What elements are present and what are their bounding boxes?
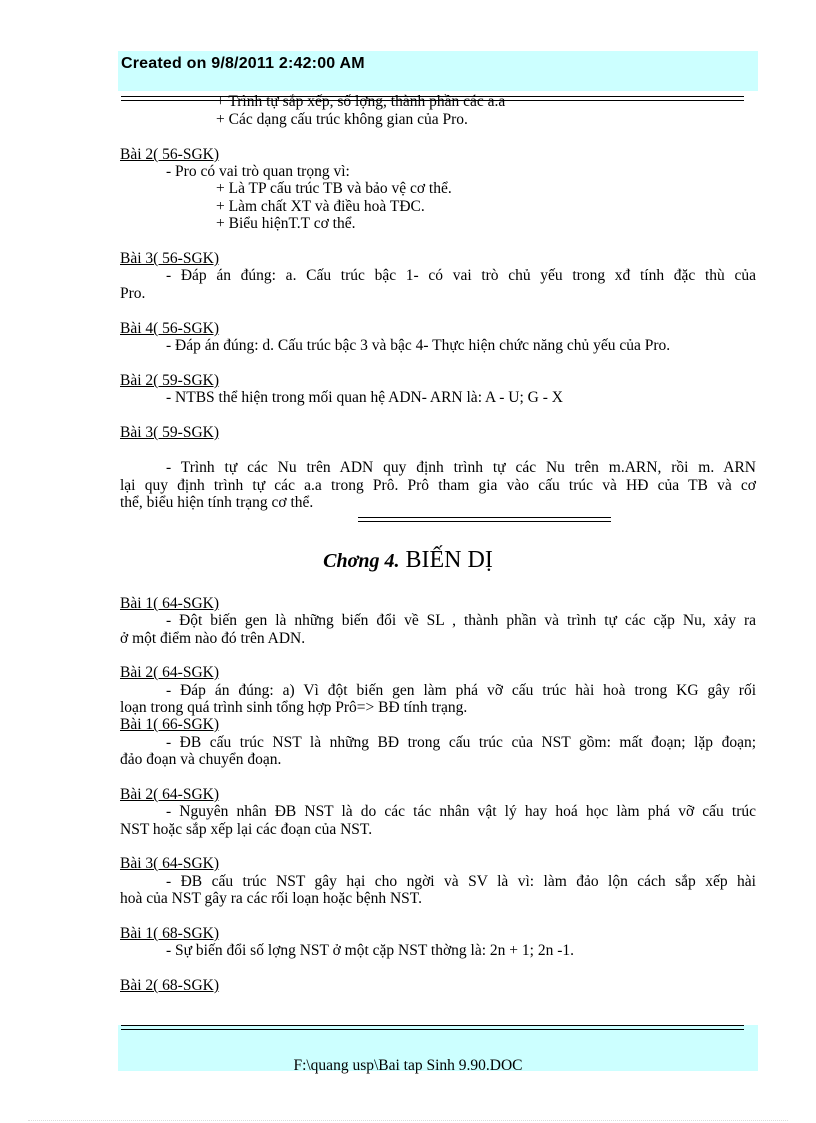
text-line: - Đáp án đúng: a. Cấu trúc bậc 1- có vai trò chủ yếu trong xđ tính đặc thù của: [166, 267, 756, 284]
text-line: + Làm chất XT và điều hoà TĐC.: [216, 198, 425, 215]
exercise-heading: Bài 2( 64-SGK): [120, 786, 220, 803]
text-line: hoà của NST gây ra các rối loạn hoặc bệnh NST.: [120, 890, 423, 907]
text-line: + Các dạng cấu trúc không gian của Pro.: [216, 111, 468, 128]
exercise-heading: Bài 2( 68-SGK): [120, 977, 220, 994]
text-line: - ĐB cấu trúc NST là những BĐ trong cấu trúc của NST gồm: mất đoạn; lặp đoạn;: [166, 734, 756, 751]
text-line: ở một điểm nào đó trên ADN.: [120, 630, 306, 647]
file-path: F:\quang usp\Bai tap Sinh 9.90.DOC: [293, 1057, 523, 1074]
exercise-heading: Bài 1( 66-SGK): [120, 716, 220, 733]
text-line: - Đáp án đúng: d. Cấu trúc bậc 3 và bậc 4- Thực hiện chức năng chủ yếu của Pro.: [166, 337, 671, 354]
text-line: đảo đoạn và chuyển đoạn.: [120, 751, 282, 768]
text-line: + Trình tự sắp xếp, số lợng, thành phần các a.a: [216, 93, 506, 110]
chapter-number: Chơng 4.: [323, 550, 400, 572]
exercise-heading: Bài 3( 59-SGK): [120, 424, 220, 441]
created-timestamp: Created on 9/8/2011 2:42:00 AM: [121, 55, 365, 72]
text-line: - Sự biến đổi số lợng NST ở một cặp NST thờng là: 2n + 1; 2n -1.: [166, 942, 574, 959]
exercise-heading: Bài 1( 64-SGK): [120, 595, 220, 612]
page-edge: [28, 1120, 788, 1121]
chapter-name: BIẾN DỊ: [405, 547, 493, 573]
exercise-heading: Bài 2( 64-SGK): [120, 664, 220, 681]
exercise-heading: Bài 1( 68-SGK): [120, 925, 220, 942]
chapter-title: [0, 547, 816, 574]
text-line: + Là TP cấu trúc TB và bảo vệ cơ thể.: [216, 180, 452, 197]
section-divider: [358, 517, 611, 522]
exercise-heading: Bài 3( 64-SGK): [120, 855, 220, 872]
text-line: - Trình tự các Nu trên ADN quy định trình tự các Nu trên m.ARN, rồi m. ARN: [166, 459, 756, 476]
exercise-heading: Bài 4( 56-SGK): [120, 320, 220, 337]
text-line: NST hoặc sắp xếp lại các đoạn của NST.: [120, 821, 373, 838]
exercise-heading: Bài 3( 56-SGK): [120, 250, 220, 267]
text-line: - NTBS thể hiện trong mối quan hệ ADN- ARN là: A - U; G - X: [166, 389, 563, 406]
text-line: - ĐB cấu trúc NST gây hại cho ngời và SV là vì: làm đảo lộn cách sắp xếp hài: [166, 873, 756, 890]
text-line: - Đáp án đúng: a) Vì đột biến gen làm phá vỡ cấu trúc hài hoà trong KG gây rối: [166, 682, 756, 699]
text-line: Pro.: [120, 285, 146, 302]
text-line: loạn trong quá trình sinh tổng hợp Prô=> BĐ tính trạng.: [120, 699, 468, 716]
text-line: thể, biểu hiện tính trạng cơ thể.: [120, 494, 314, 511]
text-line: - Đột biến gen là những biến đổi về SL , thành phần và trình tự các cặp Nu, xảy ra: [166, 612, 756, 629]
exercise-heading: Bài 2( 59-SGK): [120, 372, 220, 389]
text-line: - Nguyên nhân ĐB NST là do các tác nhân vật lý hay hoá học làm phá vỡ cấu trúc: [166, 803, 756, 820]
text-line: lại quy định trình tự các a.a trong Prô. Prô tham gia vào cấu trúc và HĐ của TB và cơ: [120, 477, 756, 494]
exercise-heading: Bài 2( 56-SGK): [120, 146, 220, 163]
text-line: + Biểu hiệnT.T cơ thể.: [216, 215, 356, 232]
text-line: - Pro có vai trò quan trọng vì:: [166, 163, 350, 180]
footer-divider: [121, 1025, 744, 1030]
